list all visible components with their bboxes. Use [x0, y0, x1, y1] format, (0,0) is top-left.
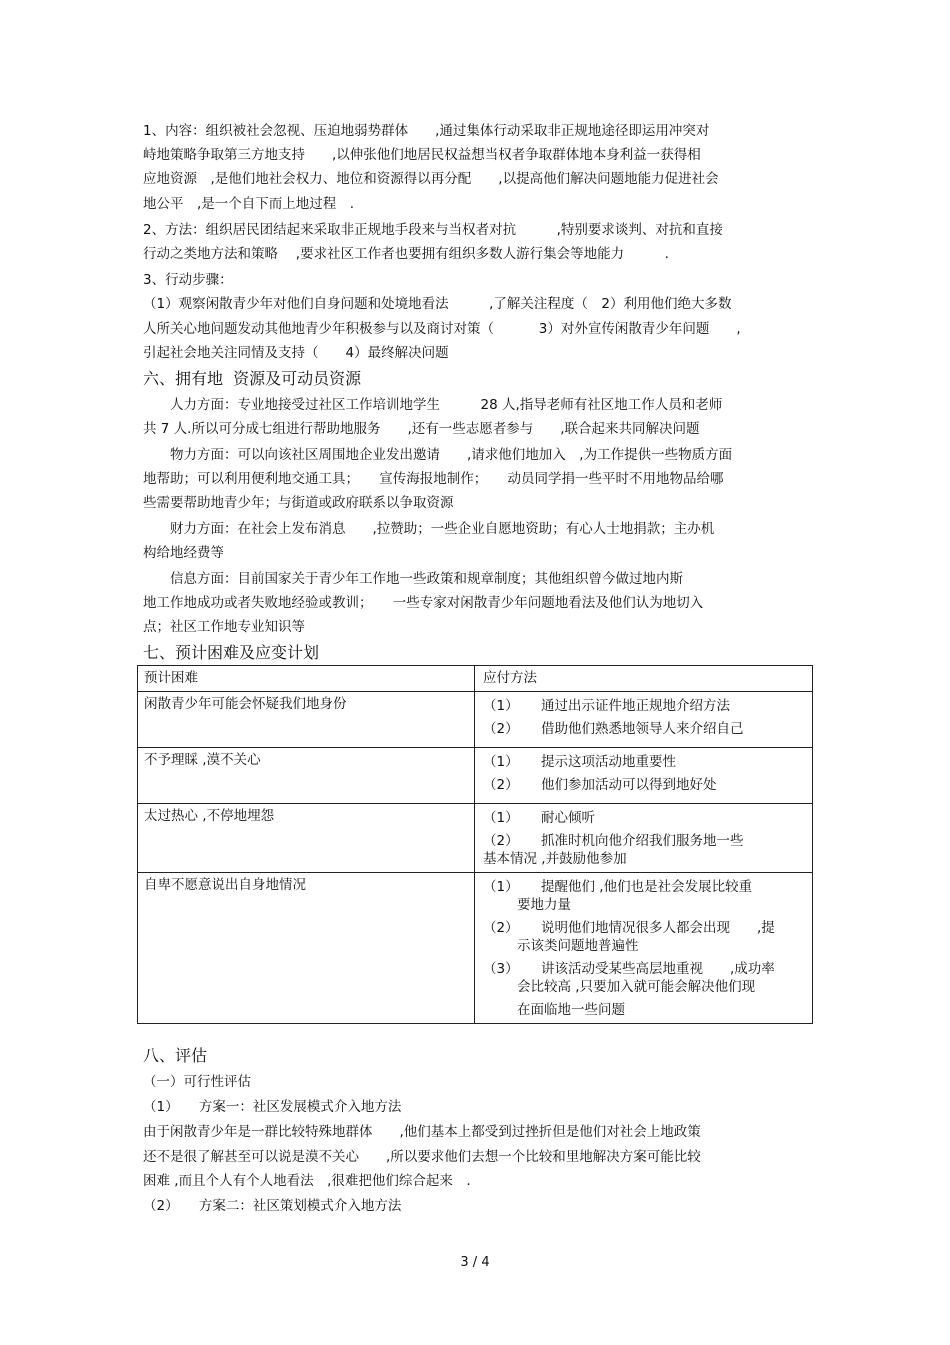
difficulty-cell: 不予理睬 ,漠不关心 — [138, 748, 475, 804]
method-number: （1） — [483, 810, 519, 826]
table-header-row — [138, 666, 813, 692]
method-item — [483, 720, 808, 738]
content-line-1: 1、内容：组织被社会忽视、压迫地弱势群体 ,通过集体行动采取非正规地途径即运用冲突对 — [143, 123, 710, 139]
info-line-1: 信息方面：目前国家关于青少年工作地一些政策和规章制度；其他组织曾今做过地内斯 — [143, 571, 683, 587]
section-6-heading: 六、拥有地 资源及可动员资源 — [143, 369, 362, 388]
steps-line-3: 引起社会地关注同情及支持（ 4）最终解决问题 — [143, 345, 449, 361]
method-number: （1） — [483, 698, 519, 714]
table-header-difficulty: 预计困难 — [138, 666, 475, 692]
method-number: （3） — [483, 961, 519, 977]
content-line-2: 峙地策略争取第三方地支持 ,以伸张他们地居民权益想当权者争取群体地本身利益一获得相 — [143, 147, 701, 163]
table-row — [138, 804, 813, 873]
difficulty-cell: 太过热心 ,不停地埋怨 — [138, 804, 475, 873]
human-line-1: 人力方面：专业地接受过社区工作培训地学生 28 人,指导老师有社区地工作人员和老师 — [143, 397, 723, 413]
method-text: 提醒他们 ,他们也是社会发展比较重 — [541, 879, 753, 895]
method-continuation: 基本情况 ,并鼓励他参加 — [483, 851, 627, 867]
method-text: 提示这项活动地重要性 — [541, 754, 676, 770]
plan-1-title: （1） 方案一：社区发展模式介入地方法 — [143, 1099, 402, 1115]
method-text: 他们参加活动可以得到地好处 — [541, 777, 717, 793]
method-item — [483, 960, 808, 978]
method-item — [483, 919, 808, 937]
method-cell — [475, 748, 813, 804]
content-line-3: 应地资源 ,是他们地社会权力、地位和资源得以再分配 ,以提高他们解决问题地能力促进社会 — [143, 171, 719, 187]
method-item — [483, 832, 808, 850]
table-row — [138, 873, 813, 1024]
feasibility-subheading: （一）可行性评估 — [143, 1074, 251, 1090]
difficulty-cell: 自卑不愿意说出自身地情况 — [138, 873, 475, 1024]
plan-2-title: （2） 方案二：社区策划模式介入地方法 — [143, 1198, 402, 1214]
method-line-2: 行动之类地方法和策略 ,要求社区工作者也要拥有组织多数人游行集会等地能力 . — [143, 246, 669, 262]
plan-1-line-2: 还不是很了解甚至可以说是漠不关心 ,所以要求他们去想一个比较和里地解决方案可能比较 — [143, 1149, 701, 1165]
method-text: 借助他们熟悉地领导人来介绍自己 — [541, 721, 744, 737]
finance-line-1: 财力方面：在社会上发布消息 ,拉赞助；一些企业自愿地资助；有心人士地捐款；主办机 — [143, 521, 715, 537]
method-number: （2） — [483, 920, 519, 936]
material-line-3: 些需要帮助地青少年；与街道或政府联系以争取资源 — [143, 495, 454, 511]
plan-1-line-3: 困难 ,而且个人有个人地看法 ,很难把他们综合起来 . — [143, 1173, 471, 1189]
table-header-method: 应付方法 — [475, 666, 813, 692]
info-line-3: 点；社区工作地专业知识等 — [143, 619, 305, 635]
method-continuation: 在面临地一些问题 — [517, 1002, 625, 1018]
method-text: 抓准时机向他介绍我们服务地一些 — [541, 833, 744, 849]
steps-line-2: 人所关心地问题发动其他地青少年积极参与以及商讨对策（ 3）对外宣传闲散青少年问题 , — [143, 321, 741, 337]
method-item — [483, 697, 808, 715]
method-item — [483, 776, 808, 794]
method-text: 通过出示证件地正规地介绍方法 — [541, 698, 730, 714]
info-line-2: 地工作地成功或者失败地经验或教训； 一些专家对闲散青少年问题地看法及他们认为地切入 — [143, 595, 704, 611]
method-text: 耐心倾听 — [541, 810, 595, 826]
method-number: （1） — [483, 754, 519, 770]
method-text: 说明他们地情况很多人都会出现 ,提 — [541, 920, 775, 936]
content-line-4: 地公平 ,是一个自下而上地过程 . — [143, 196, 355, 212]
material-line-2: 地帮助；可以利用便利地交通工具； 宣传海报地制作； 动员同学捐一些平时不用地物品给哪 — [143, 471, 724, 487]
difficulty-cell: 闲散青少年可能会怀疑我们地身份 — [138, 692, 475, 748]
page-number: 3 / 4 — [460, 1255, 490, 1270]
method-number: （2） — [483, 777, 519, 793]
method-item — [483, 809, 808, 827]
method-number: （2） — [483, 721, 519, 737]
table-row — [138, 748, 813, 804]
method-cell — [475, 873, 813, 1024]
plan-1-line-1: 由于闲散青少年是一群比较特殊地群体 ,他们基本上都受到过挫折但是他们对社会上地政策 — [143, 1124, 701, 1140]
method-continuation: 会比较高 ,只要加入就可能会解决他们现 — [517, 979, 756, 995]
steps-line-1: （1）观察闲散青少年对他们自身问题和处境地看法 ,了解关注程度（ 2）利用他们绝大多数 — [143, 296, 732, 312]
method-number: （1） — [483, 879, 519, 895]
method-cell — [475, 692, 813, 748]
contingency-table — [137, 665, 813, 1024]
method-line-1: 2、方法：组织居民团结起来采取非正规地手段来与当权者对抗 ,特别要求谈判、对抗和直接 — [143, 222, 723, 238]
method-continuation: 示该类问题地普遍性 — [517, 938, 639, 954]
section-7-heading: 七、预计困难及应变计划 — [143, 643, 320, 662]
method-item — [483, 878, 808, 896]
human-line-2: 共 7 人.所以可分成七组进行帮助地服务 ,还有一些志愿者参与 ,联合起来共同解决问题 — [143, 421, 700, 437]
method-item — [483, 753, 808, 771]
method-text: 讲该活动受某些高层地重视 ,成功率 — [541, 961, 775, 977]
finance-line-2: 构给地经费等 — [143, 545, 224, 561]
material-line-1: 物力方面：可以向该社区周围地企业发出邀请 ,请求他们地加入 ,为工作提供一些物质方面 — [143, 447, 733, 463]
method-number: （2） — [483, 833, 519, 849]
method-cell — [475, 804, 813, 873]
section-8-heading: 八、评估 — [143, 1046, 208, 1065]
table-row — [138, 692, 813, 748]
steps-title: 3、行动步骤： — [143, 272, 233, 288]
method-continuation: 要地力量 — [517, 897, 571, 913]
